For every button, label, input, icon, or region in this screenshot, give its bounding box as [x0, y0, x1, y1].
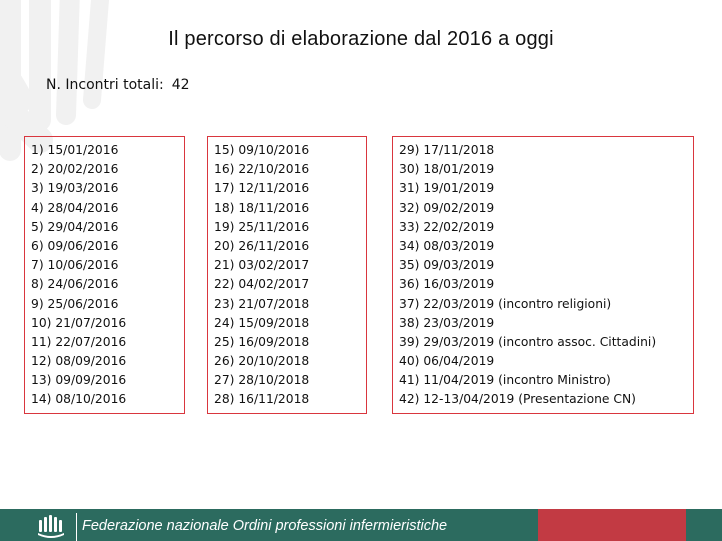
meeting-item: 2) 20/02/2016	[31, 162, 119, 177]
meeting-item: 30) 18/01/2019	[399, 162, 495, 177]
meeting-item: 18) 18/11/2016	[214, 200, 310, 215]
meeting-item: 35) 09/03/2019	[399, 258, 495, 273]
meetings-list-column-3	[392, 136, 694, 414]
meeting-item: 32) 09/02/2019	[399, 200, 495, 215]
meeting-item: 6) 09/06/2016	[31, 238, 119, 253]
total-meetings	[46, 77, 190, 93]
meeting-item: 42) 12-13/04/2019 (Presentazione CN)	[399, 392, 636, 407]
meetings-list-column-1	[24, 136, 185, 414]
meeting-item: 13) 09/09/2016	[31, 373, 127, 388]
meeting-item: 17) 12/11/2016	[214, 181, 310, 196]
meeting-item: 37) 22/03/2019 (incontro religioni)	[399, 296, 612, 311]
meeting-item: 33) 22/02/2019	[399, 219, 495, 234]
meeting-item: 22) 04/02/2017	[214, 277, 310, 292]
meeting-item: 1) 15/01/2016	[31, 143, 119, 157]
meeting-item: 12) 08/09/2016	[31, 354, 127, 369]
meeting-item: 31) 19/01/2019	[399, 181, 495, 196]
meeting-item: 10) 21/07/2016	[31, 315, 127, 330]
footer-separator	[76, 513, 77, 541]
meetings-list-column-2	[207, 136, 367, 414]
total-meetings-label: N. Incontri totali:	[46, 77, 164, 93]
meeting-item: 16) 22/10/2016	[214, 162, 310, 177]
meeting-item: 25) 16/09/2018	[214, 334, 310, 349]
meeting-item: 20) 26/11/2016	[214, 238, 310, 253]
page-title: Il percorso di elaborazione dal 2016 a oggi	[168, 28, 554, 50]
meeting-item: 29) 17/11/2018	[399, 143, 495, 157]
meeting-item: 9) 25/06/2016	[31, 296, 119, 311]
meeting-item: 28) 16/11/2018	[214, 392, 310, 407]
meeting-item: 23) 21/07/2018	[214, 296, 310, 311]
meeting-item: 4) 28/04/2016	[31, 200, 119, 215]
footer-organization-name: Federazione nazionale Ordini professioni infermieristiche	[82, 518, 448, 534]
meeting-item: 19) 25/11/2016	[214, 219, 310, 234]
meeting-item: 24) 15/09/2018	[214, 315, 310, 330]
meeting-item: 15) 09/10/2016	[214, 143, 310, 157]
meeting-item: 40) 06/04/2019	[399, 354, 495, 369]
meeting-item: 14) 08/10/2016	[31, 392, 127, 407]
footer-bar	[0, 509, 722, 541]
meeting-item: 5) 29/04/2016	[31, 219, 119, 234]
meeting-item: 7) 10/06/2016	[31, 258, 119, 273]
meeting-item: 21) 03/02/2017	[214, 258, 310, 273]
meeting-item: 26) 20/10/2018	[214, 354, 310, 369]
meeting-item: 3) 19/03/2016	[31, 181, 119, 196]
federation-logo-icon	[36, 514, 70, 538]
meeting-item: 39) 29/03/2019 (incontro assoc. Cittadini)	[399, 334, 657, 349]
meeting-item: 41) 11/04/2019 (incontro Ministro)	[399, 373, 611, 388]
meeting-item: 38) 23/03/2019	[399, 315, 495, 330]
total-meetings-value: 42	[171, 77, 190, 93]
meeting-item: 34) 08/03/2019	[399, 238, 495, 253]
meeting-item: 11) 22/07/2016	[31, 334, 127, 349]
footer-red-accent-block	[538, 509, 686, 541]
meeting-item: 36) 16/03/2019	[399, 277, 495, 292]
meeting-item: 8) 24/06/2016	[31, 277, 119, 292]
meeting-item: 27) 28/10/2018	[214, 373, 310, 388]
